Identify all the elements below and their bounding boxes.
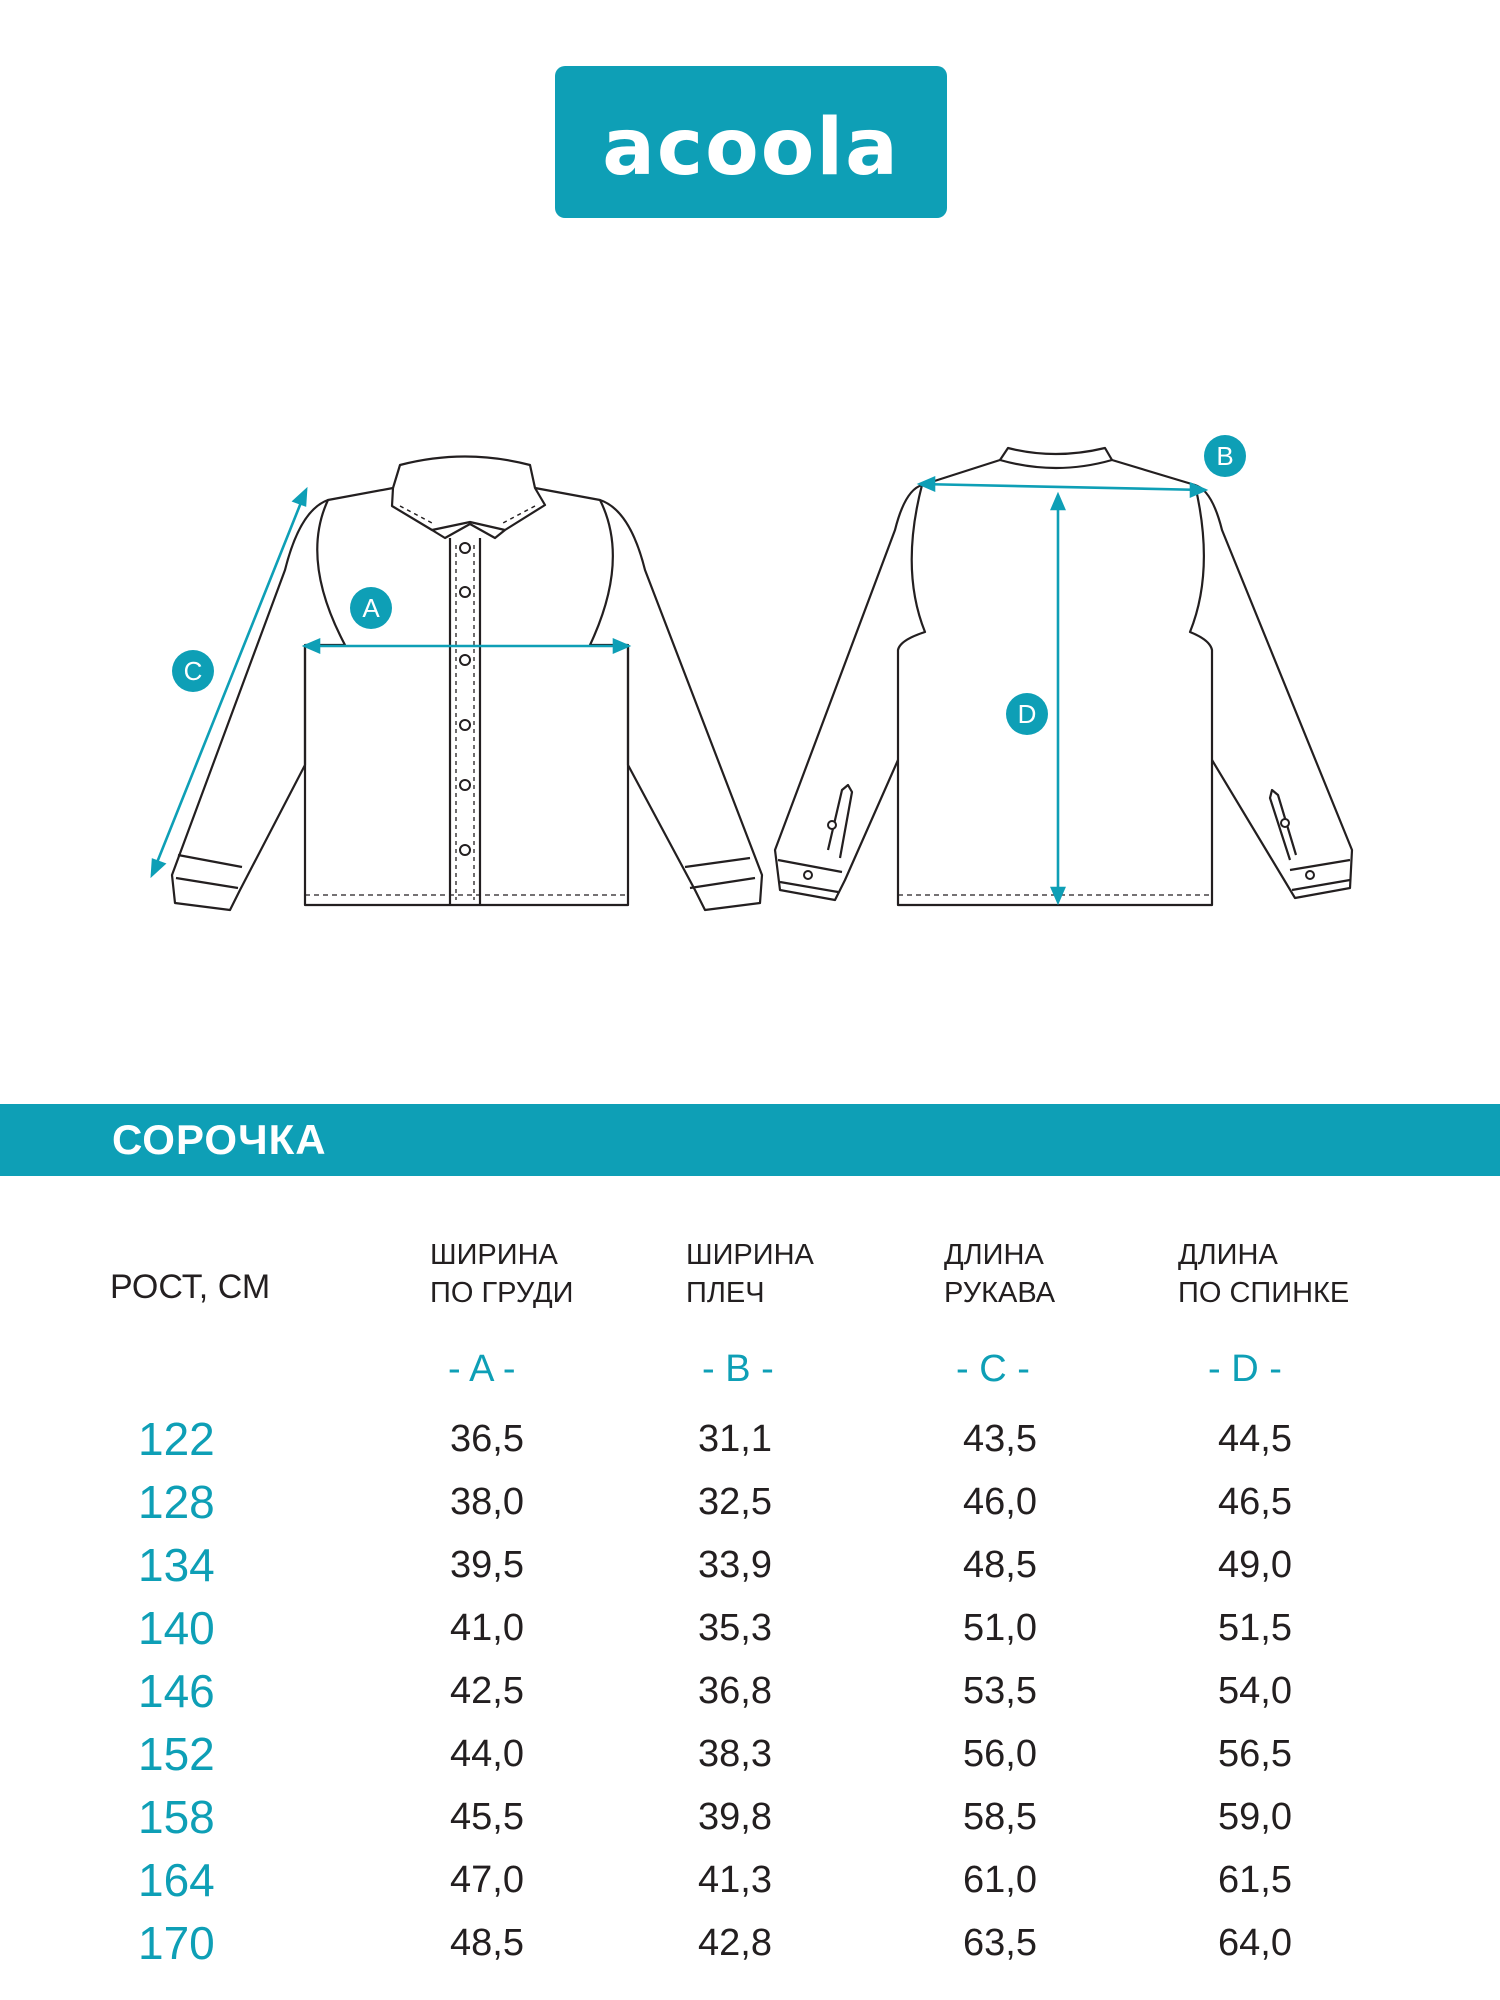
chest-cell: 45,5	[450, 1796, 524, 1838]
column-header-shoulders	[686, 1236, 814, 1312]
column-header-back-length	[1178, 1236, 1349, 1312]
sleeve-cell: 43,5	[963, 1418, 1037, 1460]
shoulder-cell: 39,8	[698, 1796, 772, 1838]
sleeve-cell: 46,0	[963, 1481, 1037, 1523]
marker-d: D	[1006, 693, 1048, 735]
column-letter-b: - B -	[702, 1348, 774, 1390]
table-row	[0, 1786, 1500, 1849]
height-cell: 170	[138, 1917, 215, 1969]
shoulder-cell: 38,3	[698, 1733, 772, 1775]
shoulder-cell: 36,8	[698, 1670, 772, 1712]
height-cell: 158	[138, 1791, 215, 1843]
back-left-sleeve	[775, 485, 922, 900]
marker-b: B	[1204, 435, 1246, 477]
front-collar	[392, 457, 545, 531]
section-banner	[0, 1104, 1500, 1176]
front-right-sleeve	[600, 500, 762, 910]
table-row	[0, 1597, 1500, 1660]
back-length-cell: 51,5	[1218, 1607, 1292, 1649]
back-body-outline	[898, 460, 1212, 905]
table-row	[0, 1534, 1500, 1597]
column-header-line: ШИРИНА	[430, 1239, 558, 1271]
sleeve-cell: 58,5	[963, 1796, 1037, 1838]
front-view	[172, 457, 762, 911]
measure-line-b	[920, 484, 1205, 490]
column-header-line: ПО ГРУДИ	[430, 1277, 574, 1309]
column-header-line: ШИРИНА	[686, 1239, 814, 1271]
sleeve-cell: 63,5	[963, 1922, 1037, 1964]
back-length-cell: 46,5	[1218, 1481, 1292, 1523]
sleeve-cell: 51,0	[963, 1607, 1037, 1649]
height-cell: 134	[138, 1539, 215, 1591]
shirt-diagram	[0, 420, 1500, 940]
shoulder-cell: 35,3	[698, 1607, 772, 1649]
chest-cell: 41,0	[450, 1607, 524, 1649]
chest-cell: 38,0	[450, 1481, 524, 1523]
column-header-line: РУКАВА	[944, 1277, 1056, 1309]
brand-logo	[555, 66, 947, 218]
chest-cell: 39,5	[450, 1544, 524, 1586]
shoulder-cell: 41,3	[698, 1859, 772, 1901]
table-row	[0, 1408, 1500, 1471]
back-view	[775, 448, 1352, 905]
chest-cell: 42,5	[450, 1670, 524, 1712]
logo-wordmark	[555, 66, 947, 218]
table-row	[0, 1849, 1500, 1912]
height-cell: 122	[138, 1413, 215, 1465]
table-row	[0, 1912, 1500, 1975]
chest-cell: 47,0	[450, 1859, 524, 1901]
back-length-cell: 56,5	[1218, 1733, 1292, 1775]
height-cell: 128	[138, 1476, 215, 1528]
column-header-line: ПО СПИНКЕ	[1178, 1277, 1350, 1309]
chest-cell: 44,0	[450, 1733, 524, 1775]
back-length-cell: 54,0	[1218, 1670, 1292, 1712]
shoulder-cell: 31,1	[698, 1418, 772, 1460]
chest-cell: 48,5	[450, 1922, 524, 1964]
column-letter-a: - A -	[448, 1348, 516, 1390]
back-length-cell: 64,0	[1218, 1922, 1292, 1964]
table-row	[0, 1471, 1500, 1534]
column-letter-c: - C -	[956, 1348, 1030, 1390]
sleeve-cell: 56,0	[963, 1733, 1037, 1775]
column-header-chest	[430, 1236, 573, 1312]
column-header-sleeve	[944, 1236, 1055, 1312]
back-length-cell: 59,0	[1218, 1796, 1292, 1838]
chest-cell: 36,5	[450, 1418, 524, 1460]
column-letter-d: - D -	[1208, 1348, 1282, 1390]
sleeve-cell: 48,5	[963, 1544, 1037, 1586]
column-header-line: ДЛИНА	[944, 1239, 1044, 1271]
back-length-cell: 61,5	[1218, 1859, 1292, 1901]
back-length-cell: 44,5	[1218, 1418, 1292, 1460]
back-right-sleeve	[1195, 485, 1352, 898]
shoulder-cell: 32,5	[698, 1481, 772, 1523]
sleeve-cell: 61,0	[963, 1859, 1037, 1901]
shoulder-cell: 42,8	[698, 1922, 772, 1964]
back-length-cell: 49,0	[1218, 1544, 1292, 1586]
height-column-header: РОСТ, СМ	[110, 1268, 271, 1306]
height-cell: 152	[138, 1728, 215, 1780]
back-collar	[1000, 448, 1112, 468]
table-row	[0, 1723, 1500, 1786]
marker-c: C	[172, 650, 214, 692]
table-row	[0, 1660, 1500, 1723]
height-cell: 140	[138, 1602, 215, 1654]
shirt-sketch	[0, 420, 1500, 940]
height-cell: 164	[138, 1854, 215, 1906]
marker-a: A	[350, 587, 392, 629]
height-cell: 146	[138, 1665, 215, 1717]
column-header-line: ДЛИНА	[1178, 1239, 1278, 1271]
sleeve-cell: 53,5	[963, 1670, 1037, 1712]
logo-text: acoola	[602, 103, 900, 193]
section-title: СОРОЧКА	[112, 1116, 327, 1163]
shoulder-cell: 33,9	[698, 1544, 772, 1586]
column-header-line: ПЛЕЧ	[686, 1277, 765, 1309]
